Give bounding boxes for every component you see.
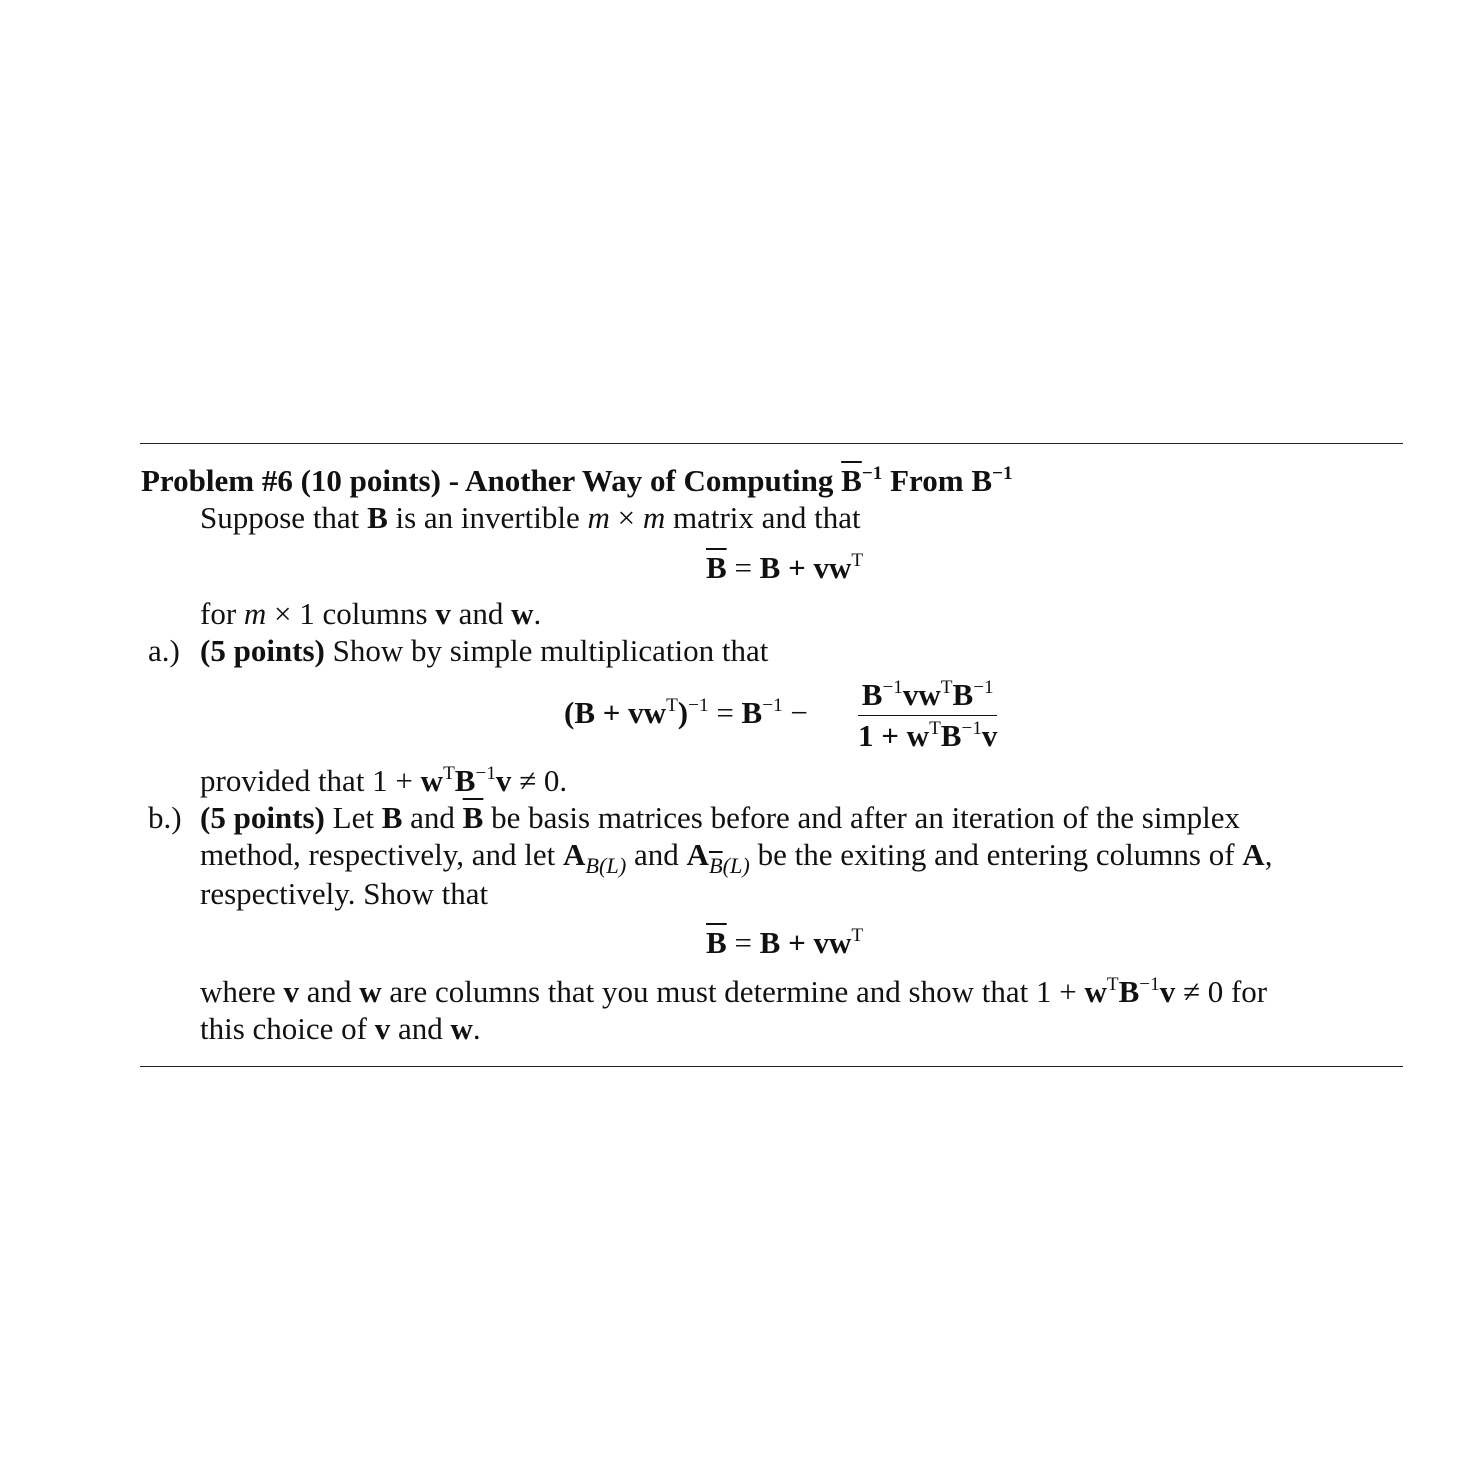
exponent: −1 bbox=[882, 677, 903, 699]
text: Suppose that bbox=[200, 500, 368, 535]
minus: − bbox=[782, 695, 808, 730]
provided-line bbox=[200, 763, 567, 799]
where-line bbox=[200, 974, 1267, 1010]
text: and bbox=[626, 837, 687, 872]
exponent: −1 bbox=[961, 718, 982, 740]
transpose-sup: T bbox=[851, 550, 864, 572]
b-bar-sub: $\overline{B}$ bbox=[708, 852, 723, 878]
equation-inverse-lhs bbox=[564, 695, 808, 731]
text: is an invertible bbox=[387, 500, 588, 535]
v-symbol: v bbox=[283, 974, 299, 1009]
equals: = bbox=[708, 695, 742, 730]
text: are columns that you must determine and show that 1 + bbox=[381, 974, 1085, 1009]
part-a-line bbox=[200, 633, 768, 669]
w-symbol: w bbox=[420, 763, 444, 798]
part-b-line-2 bbox=[200, 837, 1273, 878]
v-symbol: v bbox=[981, 718, 998, 753]
subscript: B(L) bbox=[585, 852, 627, 878]
b-symbol: B bbox=[952, 677, 974, 712]
rhs: B + vw bbox=[759, 550, 852, 585]
b-bar-symbol: $\overline{B}$ bbox=[841, 463, 862, 498]
exponent: −1 bbox=[1139, 974, 1160, 996]
equation-fraction bbox=[858, 677, 997, 754]
exponent: −1 bbox=[475, 763, 496, 785]
transpose-sup: T bbox=[666, 695, 678, 717]
heading-text: From bbox=[882, 463, 972, 498]
b-bar-symbol: $\overline{B}$ bbox=[462, 800, 484, 835]
text: and bbox=[450, 596, 512, 631]
text: Let bbox=[324, 800, 382, 835]
exponent: −1 bbox=[762, 695, 783, 717]
exponent: −1 bbox=[992, 463, 1013, 485]
last-line bbox=[200, 1011, 481, 1047]
transpose-sup: T bbox=[940, 677, 953, 699]
b-bar-symbol: $\overline{B}$ bbox=[706, 925, 727, 960]
m-symbol: m bbox=[587, 500, 610, 535]
text: . bbox=[533, 596, 542, 631]
equation-b-bar-2 bbox=[706, 925, 863, 961]
a-symbol: A bbox=[562, 837, 586, 872]
b-bar-symbol: $\overline{B}$ bbox=[706, 550, 727, 585]
vw: vw bbox=[902, 677, 941, 712]
equals: = bbox=[726, 550, 760, 585]
transpose-sup: T bbox=[1106, 974, 1119, 996]
text: for bbox=[200, 596, 244, 631]
b-symbol: B bbox=[367, 500, 388, 535]
part-b-line-3: respectively. Show that bbox=[200, 876, 489, 911]
a-symbol: A bbox=[1242, 837, 1265, 872]
text: method, respectively, and let bbox=[200, 837, 563, 872]
transpose-sup: T bbox=[851, 925, 864, 947]
for-columns-line bbox=[200, 596, 541, 632]
v-symbol: v bbox=[1159, 974, 1176, 1009]
text: and bbox=[402, 800, 463, 835]
b-symbol: B bbox=[741, 695, 763, 730]
part-b-label: b.) bbox=[148, 800, 182, 835]
text: Show by simple multiplication that bbox=[324, 633, 769, 668]
heading-text: Problem #6 (10 points) - Another Way of Computing bbox=[141, 463, 842, 498]
points: (5 points) bbox=[200, 800, 325, 835]
sub-rest: (L) bbox=[722, 852, 750, 878]
text: and bbox=[390, 1011, 451, 1046]
text: be the exiting and entering columns of bbox=[749, 837, 1243, 872]
text: × 1 columns bbox=[266, 596, 436, 631]
equation-b-bar-1 bbox=[706, 550, 863, 586]
b-symbol: B bbox=[454, 763, 476, 798]
w-symbol: w bbox=[511, 596, 534, 631]
transpose-sup: T bbox=[443, 763, 455, 785]
a-symbol: A bbox=[686, 837, 709, 872]
fraction-denominator bbox=[858, 718, 997, 754]
b-symbol: B bbox=[861, 677, 883, 712]
den-start: 1 + w bbox=[858, 718, 930, 753]
text: where bbox=[200, 974, 284, 1009]
part-a-label: a.) bbox=[148, 633, 180, 668]
part-b-line-1 bbox=[200, 800, 1240, 836]
exponent: −1 bbox=[861, 463, 883, 485]
v-symbol: v bbox=[435, 596, 451, 631]
b-symbol: B bbox=[1118, 974, 1140, 1009]
m-symbol: m bbox=[243, 596, 267, 631]
text: × bbox=[609, 500, 643, 535]
fraction-bar bbox=[858, 715, 997, 716]
exponent: −1 bbox=[688, 695, 709, 717]
text: matrix and that bbox=[665, 500, 861, 535]
points: (5 points) bbox=[200, 633, 325, 668]
text: . bbox=[472, 1011, 481, 1046]
top-divider bbox=[140, 443, 1403, 444]
text: be basis matrices before and after an iteration of the simplex bbox=[483, 800, 1240, 835]
paren: ) bbox=[677, 695, 689, 730]
v-symbol: v bbox=[374, 1011, 391, 1046]
lhs: (B + vw bbox=[564, 695, 667, 730]
equals: = bbox=[726, 925, 760, 960]
b-symbol: B bbox=[971, 463, 993, 498]
v-symbol: v bbox=[495, 763, 512, 798]
intro-line bbox=[200, 500, 861, 536]
b-symbol: B bbox=[940, 718, 962, 753]
fraction-numerator bbox=[862, 677, 994, 713]
text: and bbox=[298, 974, 360, 1009]
rhs: B + vw bbox=[759, 925, 852, 960]
w-symbol: w bbox=[359, 974, 382, 1009]
text: this choice of bbox=[200, 1011, 375, 1046]
transpose-sup: T bbox=[929, 718, 941, 740]
text: ≠ 0. bbox=[511, 763, 568, 798]
exponent: −1 bbox=[973, 677, 994, 699]
w-symbol: w bbox=[450, 1011, 473, 1046]
b-symbol: B bbox=[381, 800, 403, 835]
w-symbol: w bbox=[1084, 974, 1107, 1009]
bottom-divider bbox=[140, 1066, 1403, 1067]
text: provided that 1 + bbox=[200, 763, 421, 798]
m-symbol: m bbox=[642, 500, 666, 535]
text: ≠ 0 for bbox=[1175, 974, 1268, 1009]
text: , bbox=[1264, 837, 1273, 872]
problem-heading bbox=[141, 463, 1013, 499]
subscript-bar bbox=[709, 853, 750, 878]
